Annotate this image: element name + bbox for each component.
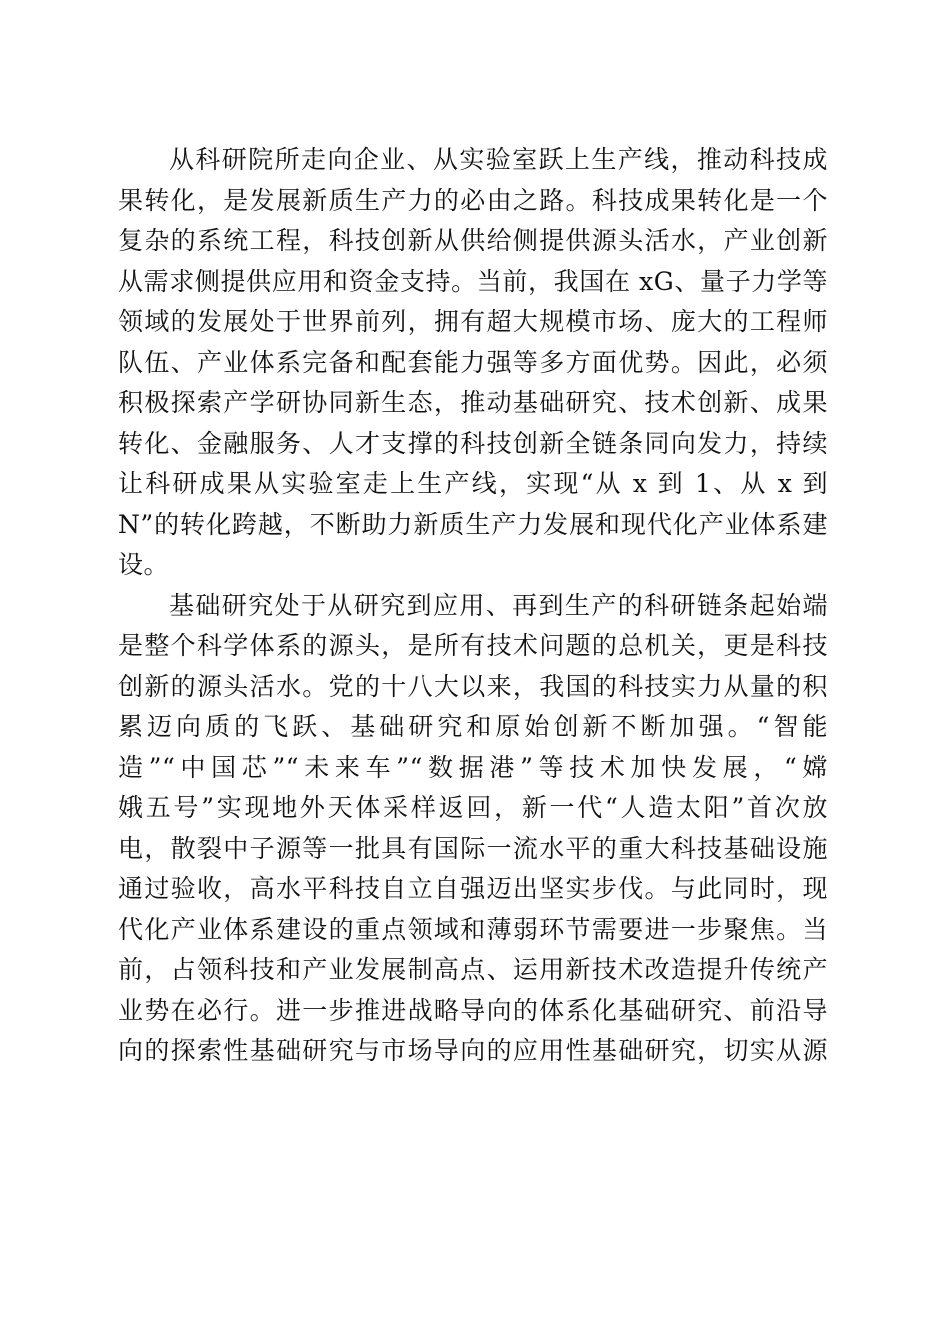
- paragraph-line: 业势在必行。进一步推进战略导向的体系化基础研究、前沿导: [118, 995, 828, 1025]
- paragraph-line: 从科研院所走向企业、从实验室跃上生产线，推动科技成: [169, 145, 828, 174]
- paragraph-line: 向的探索性基础研究与市场导向的应用性基础研究，切实从源: [118, 1036, 828, 1065]
- paragraph-line: 果转化，是发展新质生产力的必由之路。科技成果转化是一个: [118, 185, 828, 215]
- paragraph-line: 电，散裂中子源等一批具有国际一流水平的重大科技基础设施: [118, 833, 828, 863]
- paragraph-line: 累迈向质的飞跃、基础研究和原始创新不断加强。“智能: [118, 712, 828, 741]
- paragraph-2: [118, 586, 828, 1072]
- paragraph-line: 基础研究处于从研究到应用、再到生产的科研链条起始端: [169, 590, 828, 620]
- document-body: [118, 140, 828, 1072]
- paragraph-line: 设。: [118, 550, 170, 579]
- paragraph-line: 领域的发展处于世界前列，拥有超大规模市场、庞大的工程师: [118, 307, 828, 336]
- paragraph-line: 创新的源头活水。党的十八大以来，我国的科技实力从量的积: [118, 671, 828, 701]
- paragraph-line: 队伍、产业体系完备和配套能力强等多方面优势。因此，必须: [118, 347, 828, 377]
- paragraph-line: 娥五号”实现地外天体采样返回，新一代“人造太阳”首次放: [118, 793, 828, 822]
- paragraph-line: 让科研成果从实验室走上生产线，实现“从 x 到 1、从 x 到: [118, 469, 828, 498]
- paragraph-line: 造”“中国芯”“未来车”“数据港”等技术加快发展，“嫦: [118, 752, 828, 782]
- paragraph-line: 复杂的系统工程，科技创新从供给侧提供源头活水，产业创新: [118, 226, 828, 255]
- paragraph-line: 转化、金融服务、人才支撑的科技创新全链条同向发力，持续: [118, 428, 828, 458]
- paragraph-line: 从需求侧提供应用和资金支持。当前，我国在 xG、量子力学等: [118, 266, 828, 296]
- paragraph-line: 是整个科学体系的源头，是所有技术问题的总机关，更是科技: [118, 631, 828, 660]
- paragraph-line: 前，占领科技和产业发展制高点、运用新技术改造提升传统产: [118, 955, 828, 984]
- paragraph-line: N”的转化跨越，不断助力新质生产力发展和现代化产业体系建: [118, 509, 828, 539]
- paragraph-line: 积极探索产学研协同新生态，推动基础研究、技术创新、成果: [118, 388, 828, 417]
- paragraph-1: [118, 140, 828, 586]
- paragraph-line: 通过验收，高水平科技自立自强迈出坚实步伐。与此同时，现: [118, 874, 828, 903]
- paragraph-line: 代化产业体系建设的重点领域和薄弱环节需要进一步聚焦。当: [118, 914, 828, 944]
